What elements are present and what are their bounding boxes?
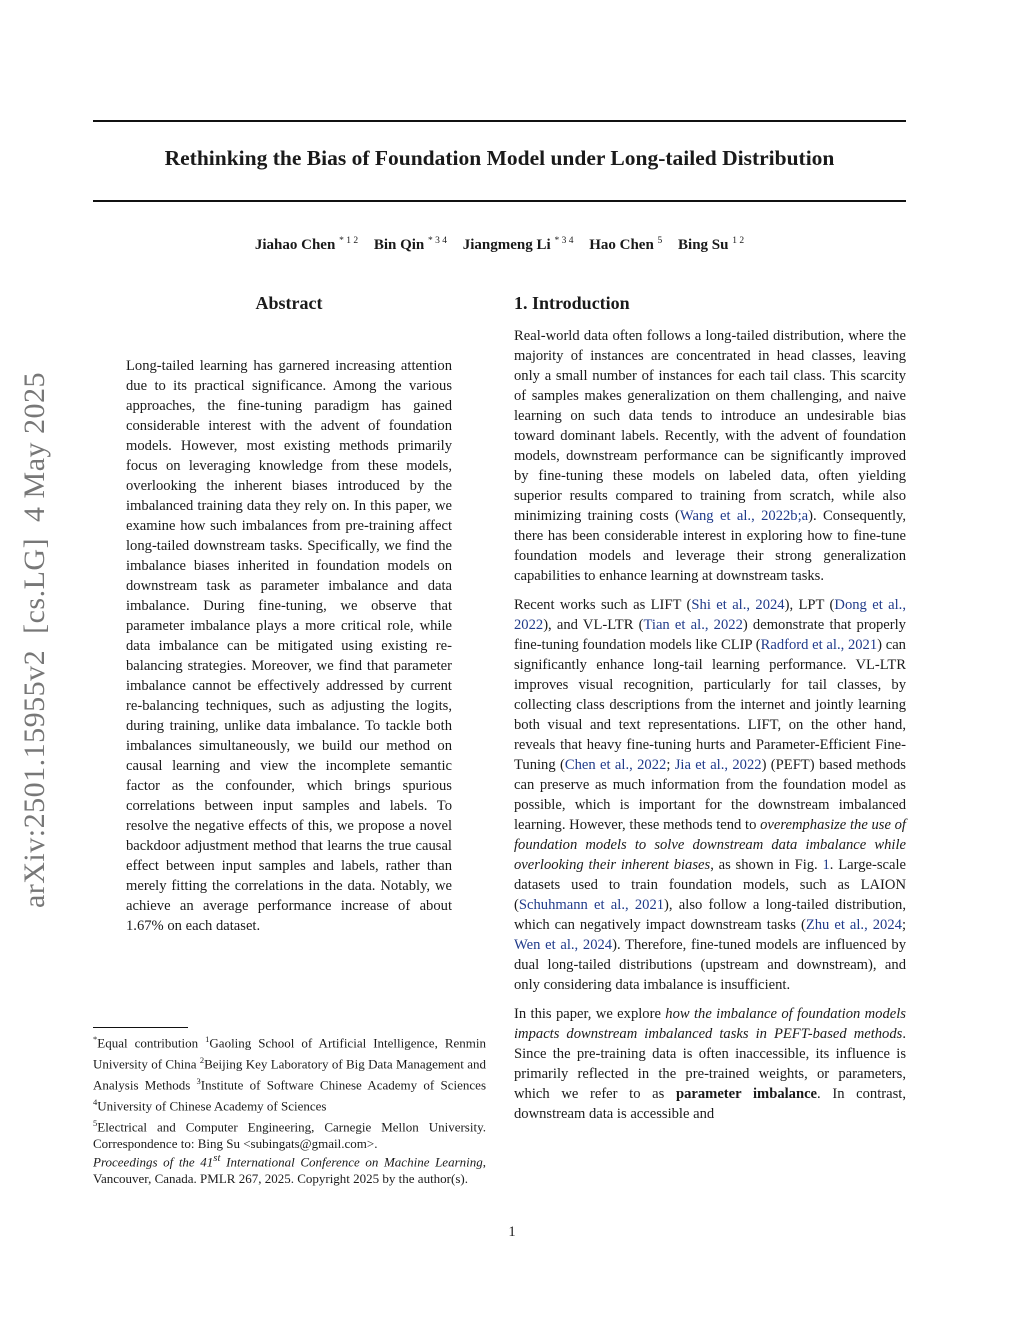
paragraph-text: ) (PEFT) based methods can preserve as much information from the foundation model as possible, which is important for the downstream imbalanced learning. However, these methods tend to <box>514 757 906 833</box>
paragraph-text: . In contrast, downstream data is accessible and <box>514 1086 906 1122</box>
author <box>255 237 358 253</box>
paragraph-text: , as shown in Fig. <box>710 857 823 873</box>
author <box>678 237 744 253</box>
author-affiliation-marks: * 1 2 <box>339 236 359 246</box>
citation-link[interactable]: Chen et al., 2022 <box>564 757 667 773</box>
paragraph-text: ). Consequently, there has been considerable interest in exploring how to fine-tune foundation models and leverage their strong generalization capabilities to enhance learning at downstream tasks. <box>514 508 906 584</box>
proceedings-note <box>93 1150 486 1188</box>
footnote-text: Beijing Key Laboratory of Big Data Management and Analysis Methods <box>93 1056 486 1093</box>
author-list <box>93 236 906 254</box>
emphasized-text: how the imbalance of foundation models impacts downstream imbalanced tasks in PEFT-based methods <box>514 1006 906 1042</box>
proceedings-venue: International Conference on Machine Learning <box>220 1154 483 1170</box>
author <box>589 237 662 253</box>
citation-link[interactable]: Radford et al., 2021 <box>760 637 878 653</box>
paragraph-text: ), and VL-LTR ( <box>543 617 644 633</box>
ordinal-suffix: st <box>213 1152 221 1164</box>
footnote-mark: 5 <box>93 1117 98 1128</box>
citation-link[interactable]: Jia et al., 2022 <box>674 757 762 773</box>
paragraph-text: ; <box>901 917 906 933</box>
title-rule-bottom <box>93 200 906 202</box>
citation-link[interactable]: Tian et al., 2022 <box>643 617 743 633</box>
citation-link[interactable]: Zhu et al., 2024 <box>805 917 902 933</box>
footnote-rule <box>93 1027 188 1028</box>
paragraph-text: ). Therefore, fine-tuned models are influenced by dual long-tailed distributions (upstream and downstream), and only considering data imbalance is insufficient. <box>514 937 906 993</box>
footnote-mark: 2 <box>199 1054 205 1065</box>
footnote-text: Gaoling School of Artificial Intelligence, Renmin University of China <box>93 1035 486 1072</box>
proceedings-text: , Vancouver, Canada. PMLR 267, 2025. Copyright 2025 by the author(s). <box>93 1154 486 1186</box>
proceedings-venue: Proceedings of the 41 <box>93 1154 214 1170</box>
citation-link[interactable]: Wen et al., 2024 <box>514 937 613 953</box>
author-affiliation-marks: * 3 4 <box>554 236 574 246</box>
paper-title: Rethinking the Bias of Foundation Model under Long-tailed Distribution <box>164 146 835 170</box>
footnote-mark: 1 <box>205 1034 210 1044</box>
footnote-mark: 3 <box>196 1075 201 1086</box>
introduction-column <box>514 326 906 1124</box>
paragraph-text: ), also follow a long-tailed distribution, which can negatively impact downstream tasks ( <box>514 897 906 933</box>
footnote-mark: * <box>93 1034 98 1044</box>
abstract-heading: Abstract <box>255 293 323 313</box>
paragraph-text: ; <box>666 757 675 773</box>
paragraph-text: In this paper, we explore <box>514 1006 666 1022</box>
author-name: Bing Su <box>678 237 729 253</box>
footnote-text: Electrical and Computer Engineering, Carnegie Mellon University. Correspondence to: Bing Su <subingats@gmail.com>. <box>93 1119 486 1151</box>
citation-link[interactable]: Schuhmann et al., 2021 <box>518 897 665 913</box>
paragraph-text: ) demonstrate that properly fine-tuning foundation models like CLIP ( <box>514 617 906 653</box>
emphasized-text: overemphasize the use of foundation models to solve downstream data imbalance while overlooking their inherent biases <box>514 817 906 873</box>
paragraph-text: Real-world data often follows a long-tailed distribution, where the majority of instances are concentrated in head classes, leaving only a small number of instances for each tail class. This scarcity of samples makes generalization on them challenging, and naive learning on such data tends to introduce an undesirable bias toward dominant labels. Recently, with the advent of foundation models, downstream performance can be significantly improved by fine-tuning these models on labeled data, often yielding superior results compared to training from scratch, while also minimizing training costs ( <box>514 328 906 524</box>
paragraph-text: . Since the pre-training data is often inaccessible, its influence is primarily reflected in the pre-trained weights, or parameters, which we refer to as <box>514 1026 906 1102</box>
introduction-paragraph-3 <box>514 1004 906 1124</box>
footnote-text: University of Chinese Academy of Sciences <box>97 1098 327 1114</box>
introduction-paragraph-2 <box>514 595 906 995</box>
figure-reference-link[interactable]: 1 <box>822 857 830 873</box>
title-rule-top <box>93 120 906 122</box>
citation-link[interactable]: Dong et al., 2022 <box>514 597 906 633</box>
section-heading-introduction: 1. Introduction <box>514 293 630 313</box>
author <box>374 237 447 253</box>
author-name: Jiangmeng Li <box>462 237 551 253</box>
author-name: Bin Qin <box>373 237 425 253</box>
footnote-text: Equal contribution <box>97 1035 206 1051</box>
author-affiliation-marks: 5 <box>657 236 663 246</box>
paragraph-text: . Large-scale datasets used to train foundation models, such as LAION ( <box>514 857 906 913</box>
author-name: Jiahao Chen <box>254 237 336 253</box>
citation-link[interactable]: Wang et al., 2022b;a <box>679 508 809 524</box>
author-affiliation-marks: * 3 4 <box>428 236 448 246</box>
bold-term: parameter imbalance <box>675 1086 818 1102</box>
paragraph-text: ), LPT ( <box>784 597 835 613</box>
introduction-paragraph-1 <box>514 326 906 586</box>
footnote-mark: 4 <box>93 1096 98 1107</box>
citation-link[interactable]: Shi et al., 2024 <box>691 597 785 613</box>
footnote-text: Institute of Software Chinese Academy of Sciences <box>200 1077 486 1093</box>
paragraph-text: ) can significantly enhance long-tail learning performance. VL-LTR improves visual recognition, particularly for tail classes, by collecting class descriptions from the internet and jointly learning both visual and text representations. LIFT, on the other hand, reveals that heavy fine-tuning hurts and Parameter-Efficient Fine-Tuning ( <box>514 637 906 773</box>
page-number: 1 <box>508 1224 516 1240</box>
paragraph-text: Recent works such as LIFT ( <box>514 597 692 613</box>
footnotes <box>93 1031 486 1152</box>
arxiv-identifier: arXiv:2501.15955v2 [cs.LG] 4 May 2025 <box>18 371 51 909</box>
abstract-text: Long-tailed learning has garnered increasing attention due to its practical significance. Among the various approaches, the fine-tuning paradigm has gained considerable interest with the advent of foundation models. However, most existing methods primarily focus on leveraging knowledge from these models, overlooking the inherent biases introduced by the imbalanced training data they rely on. In this paper, we examine how such imbalances from pre-training affect long-tailed downstream tasks. Specifically, we find the imbalance biases inherited in foundation models on downstream task as parameter imbalance and data imbalance. During fine-tuning, we observe that parameter imbalance plays a more critical role, while data imbalance can be mitigated using existing re-balancing strategies. Moreover, we find that parameter imbalance cannot be effectively addressed by current re-balancing techniques, such as adjusting the logits, during training, unlike data imbalance. To tackle both imbalances simultaneously, we build our method on causal learning and view the incomplete semantic factor as the confounder, which brings spurious correlations between input samples and labels. To resolve the negative effects of this, we propose a novel backdoor adjustment method that learns the true causal effect between input samples and labels, rather than merely fitting the correlations in the data. Notably, we achieve an average performance increase of about 1.67% on each dataset. <box>126 358 452 934</box>
author-name: Hao Chen <box>589 237 654 253</box>
author-affiliation-marks: 1 2 <box>732 236 745 246</box>
author <box>463 237 574 253</box>
